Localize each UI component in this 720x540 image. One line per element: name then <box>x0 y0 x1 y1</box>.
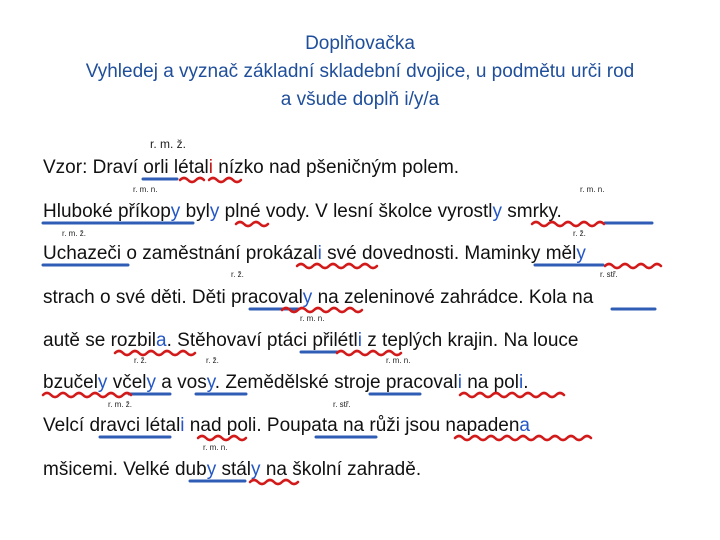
predicate-wavy-underline <box>209 178 241 182</box>
predicate-wavy-underline <box>115 351 195 355</box>
page-title-line-1: Doplňovačka <box>305 33 415 54</box>
filled-letter: y <box>302 287 313 308</box>
filled-letter: y <box>206 459 217 480</box>
gender-label: r. stř. <box>600 270 618 279</box>
text-part: Vzor: Draví orli létal <box>43 157 209 178</box>
filled-letter: y <box>576 243 586 264</box>
text-part: autě se rozbil <box>43 330 157 351</box>
filled-letter: a <box>156 330 167 351</box>
filled-letter: y <box>251 459 261 480</box>
text-part: na pol <box>461 372 519 393</box>
page-title-line-2: Vyhledej a vyznač základní skladební dvojice, u podmětu urči rod <box>85 61 635 82</box>
gender-label: r. m. ž. <box>62 229 86 238</box>
gender-label: r. m. ž. <box>108 400 132 409</box>
gender-label: r. m. n. <box>386 356 411 365</box>
gender-label: r. stř. <box>333 400 351 409</box>
predicate-wavy-underline <box>297 264 377 268</box>
predicate-wavy-underline <box>605 264 661 268</box>
text-part: byl <box>180 201 210 222</box>
gender-label: r. ž. <box>231 270 244 279</box>
text-part: strach o své děti. Děti pracoval <box>43 287 303 308</box>
text-part: z teplých krajin. Na louce <box>361 330 579 351</box>
predicate-wavy-underline <box>337 351 401 355</box>
gender-label: r. m. n. <box>203 443 228 452</box>
predicate-wavy-underline <box>43 393 131 397</box>
gender-label: r. m. ž. <box>150 137 186 151</box>
text-part: své dovednosti. Maminky měl <box>321 243 577 264</box>
text-part: Hluboké příkop <box>43 201 171 222</box>
filled-letter: i <box>357 330 362 351</box>
page-title-line-3: a všude doplň i/y/a <box>280 89 440 110</box>
filled-letter: y <box>170 201 181 222</box>
gender-label: r. m. n. <box>300 314 325 323</box>
filled-letter: y <box>146 372 156 393</box>
gender-label: r. ž. <box>206 356 219 365</box>
text-part: Velcí dravci létal <box>43 415 181 436</box>
text-part: . Stěhovaví ptáci přilétl <box>166 330 358 351</box>
filled-letter: a <box>519 415 530 436</box>
gender-label: r. ž. <box>134 356 147 365</box>
filled-letter: y <box>97 372 108 393</box>
text-part: . <box>523 372 529 393</box>
text-part: na zeleninové zahrádce. Kola na <box>312 287 594 308</box>
predicate-wavy-underline <box>460 393 564 397</box>
filled-letter: i <box>317 243 322 264</box>
filled-letter: i <box>208 157 214 178</box>
filled-letter: y <box>209 201 220 222</box>
text-part: . Zemědělské stroje pracoval <box>214 372 458 393</box>
text-part: stál <box>216 459 252 480</box>
text-part: plné vody. V lesní školce vyrostl <box>219 201 493 222</box>
filled-letter: y <box>492 201 503 222</box>
filled-letter: i <box>457 372 462 393</box>
text-part: a vos <box>156 372 207 393</box>
text-part: včel <box>107 372 147 393</box>
predicate-wavy-underline <box>455 436 591 440</box>
text-part: mšicemi. Velké dub <box>43 459 207 480</box>
text-part: bzučel <box>43 372 98 393</box>
filled-letter: y <box>206 372 215 393</box>
predicate-wavy-underline <box>250 480 298 484</box>
text-part: nízko nad pšeničným polem. <box>213 157 460 178</box>
filled-letter: i <box>518 372 524 393</box>
gender-label: r. ž. <box>573 229 586 238</box>
predicate-wavy-underline <box>180 178 204 182</box>
text-part: Uchazeči o zaměstnání prokázal <box>43 243 318 264</box>
text-part: na školní zahradě. <box>260 459 422 480</box>
predicate-wavy-underline <box>532 222 604 226</box>
text-part: nad poli. Poupata na růži jsou napaden <box>184 415 520 436</box>
predicate-wavy-underline <box>236 222 268 226</box>
predicate-wavy-underline <box>198 436 246 440</box>
gender-label: r. m. n. <box>580 185 605 194</box>
text-part: smrky. <box>502 201 562 222</box>
filled-letter: i <box>180 415 185 436</box>
gender-label: r. m. n. <box>133 185 158 194</box>
